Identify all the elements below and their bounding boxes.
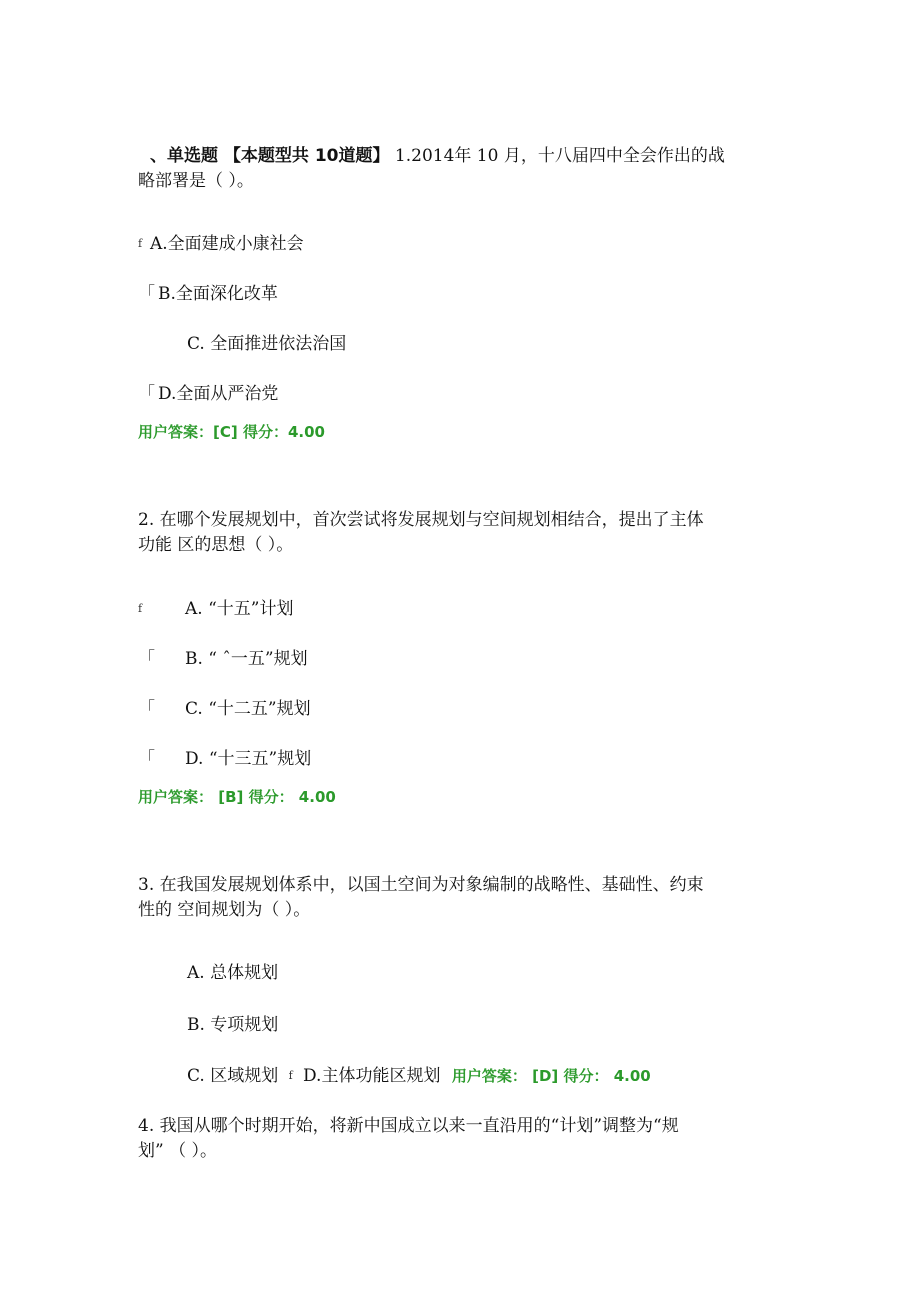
q2-stem-line1: 2. 在哪个发展规划中，首次尝试将发展规划与空间规划相结合，提出了主体	[138, 510, 704, 530]
q1-option-b[interactable]	[138, 284, 278, 304]
q1-option-d-label: D.全面从严治党	[158, 384, 279, 404]
radio-marker: 「	[138, 749, 155, 769]
q3-option-d[interactable]: D.主体功能区规划	[303, 1066, 441, 1086]
q1-option-a[interactable]	[138, 234, 304, 254]
radio-marker: f	[288, 1069, 293, 1082]
q2-option-a-label: A. “十五”计划	[185, 599, 294, 619]
q3-stem-line2: 性的 空间规划为（ ）。	[138, 900, 311, 920]
q1-option-b-label: B.全面深化改革	[158, 284, 278, 304]
q3-option-a[interactable]	[187, 963, 278, 983]
q3-option-c[interactable]: C. 区域规划	[187, 1066, 279, 1086]
q1-option-c-label: C. 全面推进依法治国	[187, 334, 347, 354]
q3-stem-line1: 3. 在我国发展规划体系中，以国土空间为对象编制的战略性、基础性、约束	[138, 875, 704, 895]
q3-option-a-label: A. 总体规划	[187, 963, 279, 983]
q4-stem-line1: 4. 我国从哪个时期开始，将新中国成立以来一直沿用的“计划”调整为“规	[138, 1116, 679, 1136]
q3-option-b[interactable]	[187, 1015, 278, 1035]
q2-option-d[interactable]	[138, 749, 311, 769]
q3-last-line	[187, 1066, 651, 1086]
q2-option-a[interactable]	[138, 599, 293, 619]
q1-stem-line1	[150, 146, 725, 166]
radio-marker: f	[138, 237, 143, 250]
q2-option-b[interactable]	[138, 649, 308, 669]
q1-option-c[interactable]	[187, 334, 346, 354]
q1-option-d[interactable]	[138, 384, 278, 404]
q1-user-answer: 用户答案：[C] 得分：4.00	[138, 423, 325, 441]
q2-option-d-label: D. “十三五”规划	[185, 749, 312, 769]
q3-user-answer: 用户答案： [D] 得分： 4.00	[451, 1067, 651, 1085]
radio-marker: 「	[138, 649, 155, 669]
q2-option-c-label: C. “十二五”规划	[185, 699, 311, 719]
section-heading: 、单选题 【本题型共 10道题】	[150, 146, 390, 166]
q2-option-b-label: B. “ ˆ一五”规划	[185, 649, 308, 669]
q1-stem-line2: 略部署是（ ）。	[138, 171, 254, 191]
q2-stem-line2: 功能 区的思想（ ）。	[138, 535, 294, 555]
q3-option-b-label: B. 专项规划	[187, 1015, 279, 1035]
radio-marker: 「	[138, 699, 155, 719]
q1-option-a-label: A.全面建成小康社会	[150, 234, 304, 254]
q1-stem-text: 1.2014年 10 月，十八届四中全会作出的战	[389, 146, 725, 166]
radio-marker: 「	[138, 384, 155, 404]
q2-user-answer: 用户答案： [B] 得分： 4.00	[138, 788, 336, 806]
radio-marker: 「	[138, 284, 155, 304]
q4-stem-line2: 划” （ ）。	[138, 1141, 217, 1161]
q2-option-c[interactable]	[138, 699, 311, 719]
radio-marker: f	[138, 602, 143, 615]
